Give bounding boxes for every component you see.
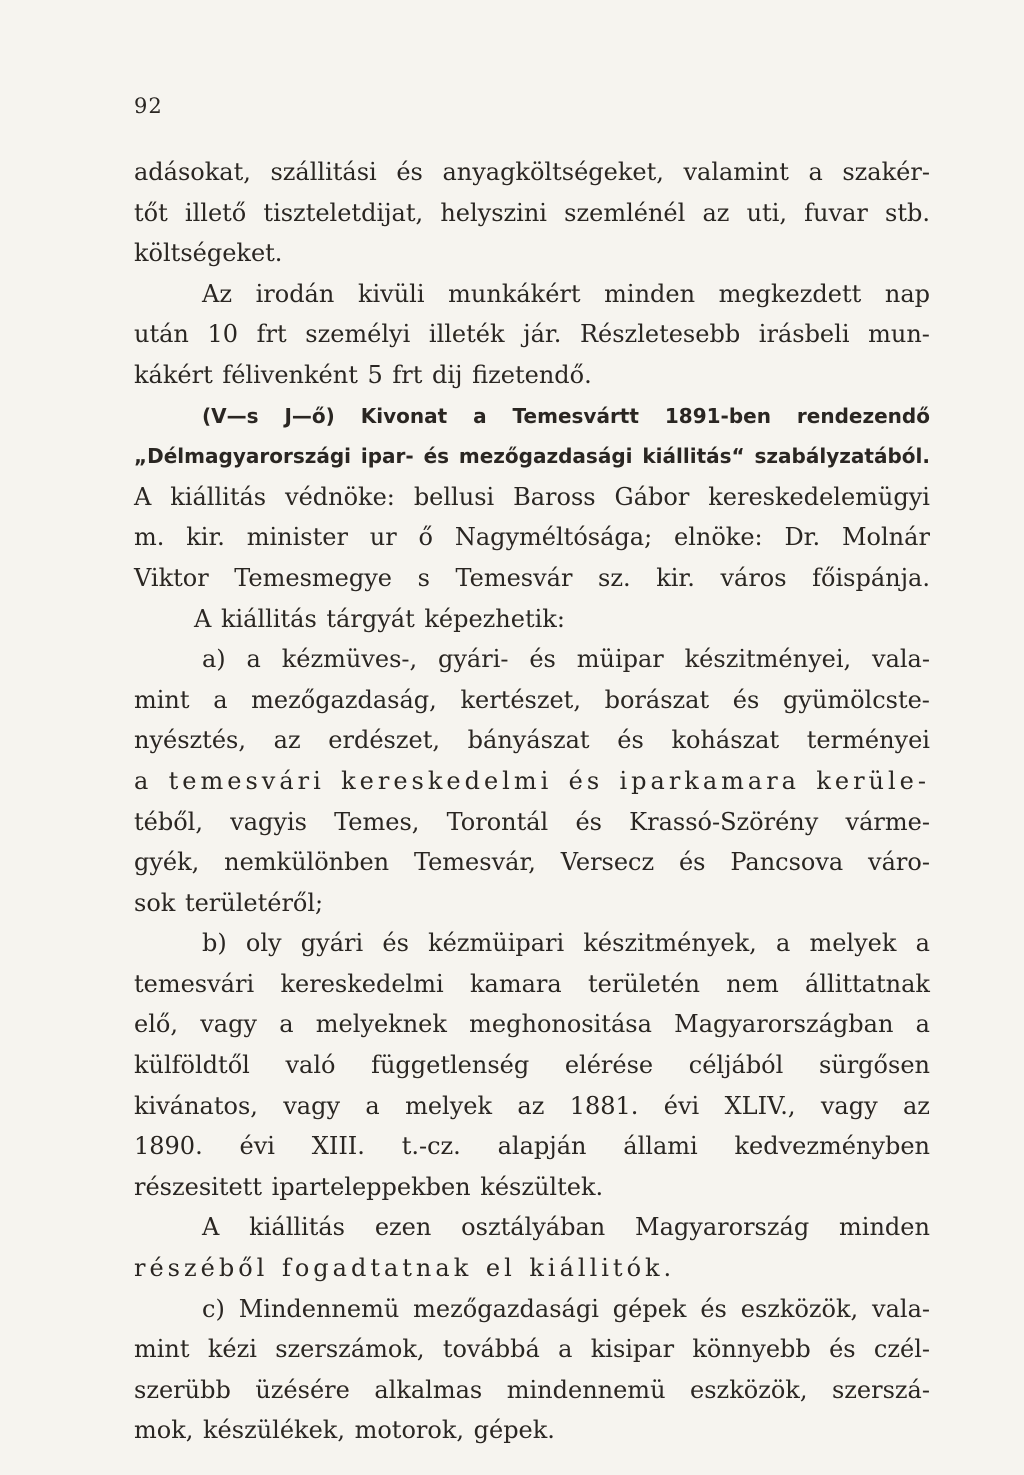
- body-text: [134, 152, 930, 1451]
- text-line: mint a mezőgazdaság, kertészet, borászat és gyümölcste-: [134, 685, 930, 714]
- text-line: a temesvári kereskedelmi és iparkamara kerüle-: [134, 766, 930, 795]
- text-line: részesitett iparteleppekben készültek.: [134, 1172, 604, 1201]
- text-line: tőt illető tiszteletdijat, helyszini szemlénél az uti, fuvar stb.: [134, 198, 930, 227]
- text-line: temesvári kereskedelmi kamara területén nem állittatnak: [134, 969, 930, 998]
- text-line: elő, vagy a melyeknek meghonositása Magyarországban a: [134, 1010, 930, 1039]
- text-line: szerübb üzésére alkalmas mindennemü eszközök, szerszá-: [134, 1375, 930, 1404]
- text-line: A kiállitás ezen osztályában Magyarország minden: [202, 1213, 930, 1242]
- text-line: Az irodán kivüli munkákért minden megkezdett nap: [202, 279, 930, 308]
- text-line: sok területéről;: [134, 888, 324, 917]
- text-line: A kiállitás tárgyát képezhetik:: [194, 604, 565, 633]
- heading-line: „Délmagyarországi ipar- és mezőgazdasági kiállitás“ szabályzatából.: [134, 444, 930, 469]
- text-line: kivánatos, vagy a melyek az 1881. évi XLIV., vagy az: [134, 1091, 930, 1120]
- text-line: gyék, nemkülönben Temesvár, Versecz és Pancsova váro-: [134, 848, 930, 877]
- heading-line: (V—s J—ő) Kivonat a Temesvártt 1891-ben rendezendő: [202, 403, 930, 428]
- text-line: m. kir. minister ur ő Nagyméltósága; elnöke: Dr. Molnár: [134, 523, 930, 552]
- list-item-b: b) oly gyári és kézmüipari készitmények, a melyek a: [202, 929, 930, 958]
- text-line: kákért félivenként 5 frt dij fizetendő.: [134, 360, 592, 389]
- text-line: után 10 frt személyi illeték jár. Részletesebb irásbeli mun-: [134, 320, 930, 349]
- text-line: külföldtől való függetlenség elérése céljából sürgősen: [134, 1051, 930, 1080]
- text-line: téből, vagyis Temes, Torontál és Krassó-Szörény várme-: [134, 807, 930, 836]
- text-line: 1890. évi XIII. t.-cz. alapján állami kedvezményben: [134, 1132, 930, 1161]
- text-line: A kiállitás védnöke: bellusi Baross Gábor kereskedelemügyi: [134, 482, 930, 511]
- list-item-a: a) a kézmüves-, gyári- és müipar készitményei, vala-: [202, 645, 930, 674]
- text-line: Viktor Temesmegye s Temesvár sz. kir. város főispánja.: [134, 563, 930, 592]
- text-line: költségeket.: [134, 239, 283, 268]
- text-line: adásokat, szállitási és anyagköltségeket, valamint a szakér-: [134, 158, 930, 186]
- text-line: részéből fogadtatnak el kiállitók.: [134, 1254, 676, 1283]
- text-line: mint kézi szerszámok, továbbá a kisipar könnyebb és czél-: [134, 1335, 930, 1364]
- page-number: 92: [134, 94, 163, 118]
- text-line: mok, készülékek, motorok, gépek.: [134, 1416, 555, 1445]
- list-item-c: c) Mindennemü mezőgazdasági gépek és eszközök, vala-: [202, 1294, 930, 1323]
- text-line: nyésztés, az erdészet, bányászat és kohászat terményei: [134, 726, 930, 755]
